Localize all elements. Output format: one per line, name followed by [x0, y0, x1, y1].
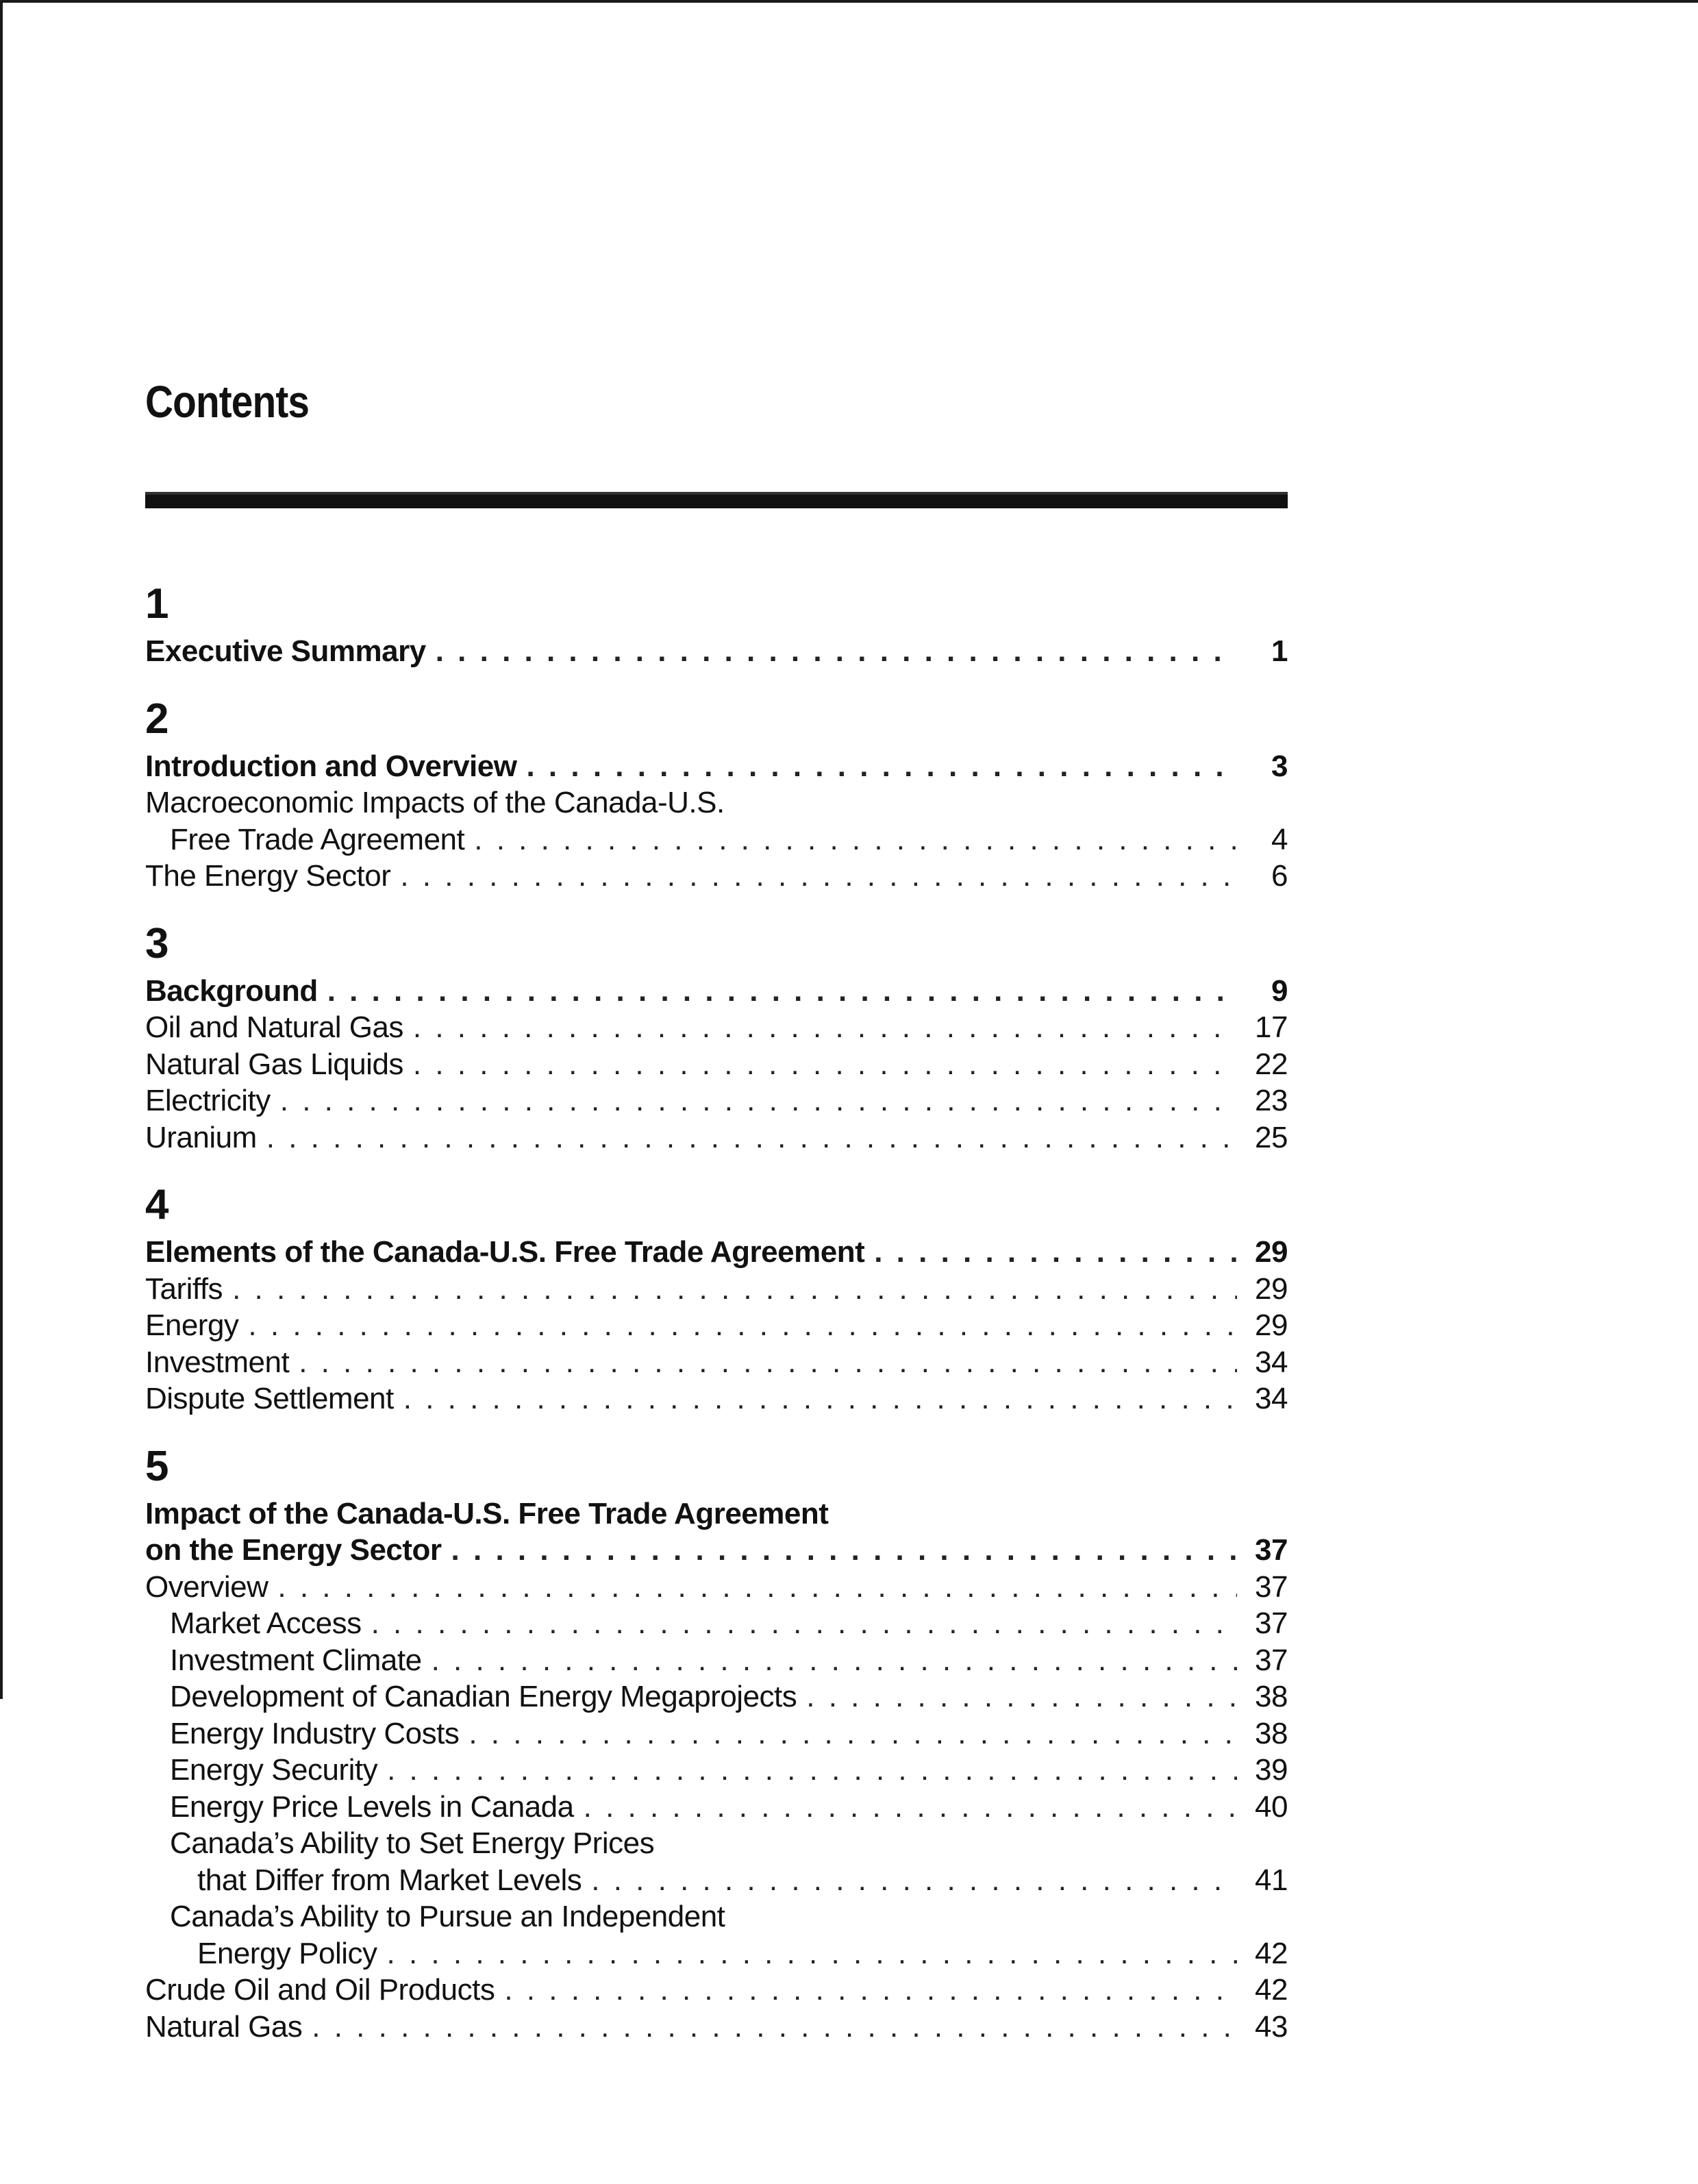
- page-title: Contents: [145, 376, 310, 427]
- chapter-2: [145, 691, 1288, 895]
- toc-entry[interactable]: [145, 1307, 1288, 1344]
- toc-entry[interactable]: [145, 1496, 1288, 1532]
- toc-entry-label: Oil and Natural Gas: [145, 1010, 403, 1044]
- dot-leader: [432, 1642, 1237, 1679]
- toc-entry-label: Overview: [145, 1569, 269, 1604]
- dot-leader: [584, 1789, 1237, 1826]
- toc-entry-label: Background: [145, 973, 318, 1008]
- dot-leader: [451, 1532, 1237, 1569]
- toc-entry-page-number: 29: [1255, 1271, 1288, 1306]
- toc-entry-page-number: 29: [1255, 1308, 1288, 1342]
- toc-entry[interactable]: [145, 2009, 1288, 2046]
- dot-leader: [413, 1009, 1237, 1046]
- toc-entry-label: Natural Gas: [145, 2009, 303, 2044]
- toc-entry-label: Natural Gas Liquids: [145, 1047, 403, 1081]
- toc-entry-page-number: 34: [1255, 1345, 1288, 1379]
- toc-entry-page-number: 23: [1255, 1084, 1288, 1117]
- chapter-1: [145, 575, 1288, 670]
- chapter-4: [145, 1176, 1288, 1417]
- toc-entry-page-number: 40: [1255, 1789, 1288, 1824]
- toc-entry-page-number: 34: [1255, 1382, 1288, 1415]
- dot-leader: [327, 973, 1237, 1010]
- toc-entry-page-number: 6: [1271, 859, 1288, 893]
- toc-entry[interactable]: [145, 1605, 1288, 1642]
- toc-entry-label: Energy Policy: [197, 1936, 377, 1970]
- dot-leader: [474, 821, 1237, 858]
- toc-entry[interactable]: [145, 1009, 1288, 1046]
- toc-entry[interactable]: [145, 973, 1288, 1010]
- dot-leader: [526, 748, 1237, 785]
- toc-entry-label: Dispute Settlement: [145, 1382, 394, 1415]
- toc-entry-label: Canada’s Ability to Set Energy Prices: [170, 1826, 655, 1860]
- toc-entry[interactable]: [145, 1046, 1288, 1083]
- toc-entry-label: Uranium: [145, 1120, 257, 1154]
- toc-entry-label: Energy Security: [170, 1753, 378, 1787]
- toc-entry[interactable]: [145, 1972, 1288, 2009]
- toc-entry-page-number: 37: [1255, 1533, 1288, 1567]
- toc-entry[interactable]: [145, 633, 1288, 670]
- toc-entry-page-number: 3: [1271, 749, 1288, 783]
- toc-entry-label: Development of Canadian Energy Megaprojects: [170, 1680, 797, 1713]
- toc-entry-label: Elements of the Canada-U.S. Free Trade Agreement: [145, 1235, 865, 1269]
- toc-entry-page-number: 41: [1255, 1863, 1288, 1897]
- toc-entry-page-number: 1: [1271, 634, 1288, 668]
- dot-leader: [280, 1082, 1237, 1119]
- toc-entry-page-number: 17: [1255, 1010, 1288, 1044]
- toc-entry-label: on the Energy Sector: [145, 1533, 442, 1567]
- toc-entry-label: Free Trade Agreement: [170, 822, 465, 856]
- toc-entry-page-number: 37: [1255, 1643, 1288, 1677]
- toc-entry-page-number: 9: [1271, 973, 1288, 1008]
- toc-entry-label: Market Access: [170, 1606, 362, 1640]
- toc-entry-label: Introduction and Overview: [145, 749, 517, 783]
- dot-leader: [413, 1046, 1237, 1083]
- toc-entry[interactable]: [145, 1752, 1288, 1789]
- chapter-number: 4: [145, 1181, 169, 1228]
- toc-entry-label: Tariffs: [145, 1271, 223, 1306]
- toc-entry-page-number: 38: [1255, 1680, 1288, 1713]
- toc-entry[interactable]: [145, 1715, 1288, 1752]
- toc-entry[interactable]: [145, 1380, 1288, 1417]
- toc-entry-label: The Energy Sector: [145, 859, 391, 893]
- chapter-number: 1: [145, 580, 169, 628]
- dot-leader: [277, 1569, 1237, 1606]
- toc-entry-label: Crude Oil and Oil Products: [145, 1973, 495, 2007]
- toc-entry-label: Impact of the Canada-U.S. Free Trade Agreement: [145, 1496, 829, 1530]
- toc-entry-page-number: 25: [1255, 1120, 1288, 1154]
- dot-leader: [806, 1678, 1237, 1715]
- toc-entry-page-number: 37: [1255, 1569, 1288, 1604]
- toc-entry[interactable]: [145, 784, 1288, 821]
- dot-leader: [387, 1752, 1237, 1789]
- toc-entry-label: Investment: [145, 1345, 290, 1379]
- dot-leader: [874, 1234, 1237, 1271]
- toc-entry[interactable]: [145, 858, 1288, 895]
- toc-entry-label: Macroeconomic Impacts of the Canada-U.S.: [145, 786, 725, 819]
- page-top-edge: [0, 0, 1698, 3]
- table-of-contents: [145, 575, 1288, 2045]
- toc-entry-label: Canada’s Ability to Pursue an Independent: [170, 1900, 725, 1933]
- title-rule: [145, 492, 1288, 508]
- toc-entry-page-number: 42: [1255, 1973, 1288, 2007]
- toc-entry-page-number: 37: [1255, 1606, 1288, 1640]
- toc-entry-label: that Differ from Market Levels: [197, 1863, 582, 1897]
- dot-leader: [387, 1935, 1237, 1972]
- dot-leader: [371, 1605, 1237, 1642]
- dot-leader: [400, 858, 1237, 895]
- toc-entry[interactable]: [145, 1082, 1288, 1119]
- dot-leader: [436, 633, 1237, 670]
- toc-entry[interactable]: [145, 1119, 1288, 1156]
- toc-entry-page-number: 22: [1255, 1047, 1288, 1081]
- toc-entry[interactable]: [145, 748, 1288, 785]
- toc-entry-page-number: 42: [1255, 1936, 1288, 1970]
- dot-leader: [403, 1380, 1237, 1417]
- dot-leader: [248, 1307, 1237, 1344]
- dot-leader: [469, 1715, 1237, 1752]
- chapter-number: 3: [145, 919, 169, 967]
- toc-entry-label: Energy Industry Costs: [170, 1716, 460, 1750]
- dot-leader: [266, 1119, 1237, 1156]
- toc-entry-page-number: 4: [1271, 822, 1288, 856]
- toc-entry-label: Investment Climate: [170, 1643, 422, 1677]
- dot-leader: [299, 1344, 1237, 1381]
- chapter-number: 2: [145, 695, 169, 743]
- toc-entry-label: Electricity: [145, 1084, 271, 1117]
- chapter-number: 5: [145, 1442, 169, 1490]
- chapter-3: [145, 915, 1288, 1156]
- toc-entry[interactable]: [145, 1344, 1288, 1381]
- toc-entry[interactable]: [145, 1532, 1288, 1569]
- toc-entry[interactable]: [145, 1935, 1288, 1972]
- toc-entry[interactable]: [145, 1825, 1288, 1862]
- toc-entry[interactable]: [145, 1898, 1288, 1935]
- chapter-5: [145, 1438, 1288, 2046]
- toc-entry[interactable]: [145, 1789, 1288, 1826]
- toc-entry-page-number: 43: [1255, 2009, 1288, 2044]
- toc-entry-label: Energy: [145, 1308, 239, 1342]
- toc-entry-page-number: 39: [1255, 1753, 1288, 1787]
- toc-entry[interactable]: [145, 1642, 1288, 1679]
- toc-entry-page-number: 38: [1255, 1716, 1288, 1750]
- toc-entry[interactable]: [145, 821, 1288, 858]
- toc-entry[interactable]: [145, 1234, 1288, 1271]
- page-left-edge: [0, 0, 3, 1699]
- dot-leader: [232, 1271, 1237, 1308]
- toc-entry-page-number: 29: [1255, 1235, 1288, 1269]
- toc-entry-label: Executive Summary: [145, 634, 426, 668]
- dot-leader: [504, 1972, 1237, 2009]
- toc-entry[interactable]: [145, 1862, 1288, 1899]
- toc-entry-label: Energy Price Levels in Canada: [170, 1789, 574, 1824]
- dot-leader: [312, 2009, 1237, 2046]
- dot-leader: [591, 1862, 1237, 1899]
- toc-entry[interactable]: [145, 1271, 1288, 1308]
- toc-entry[interactable]: [145, 1678, 1288, 1715]
- toc-entry[interactable]: [145, 1569, 1288, 1606]
